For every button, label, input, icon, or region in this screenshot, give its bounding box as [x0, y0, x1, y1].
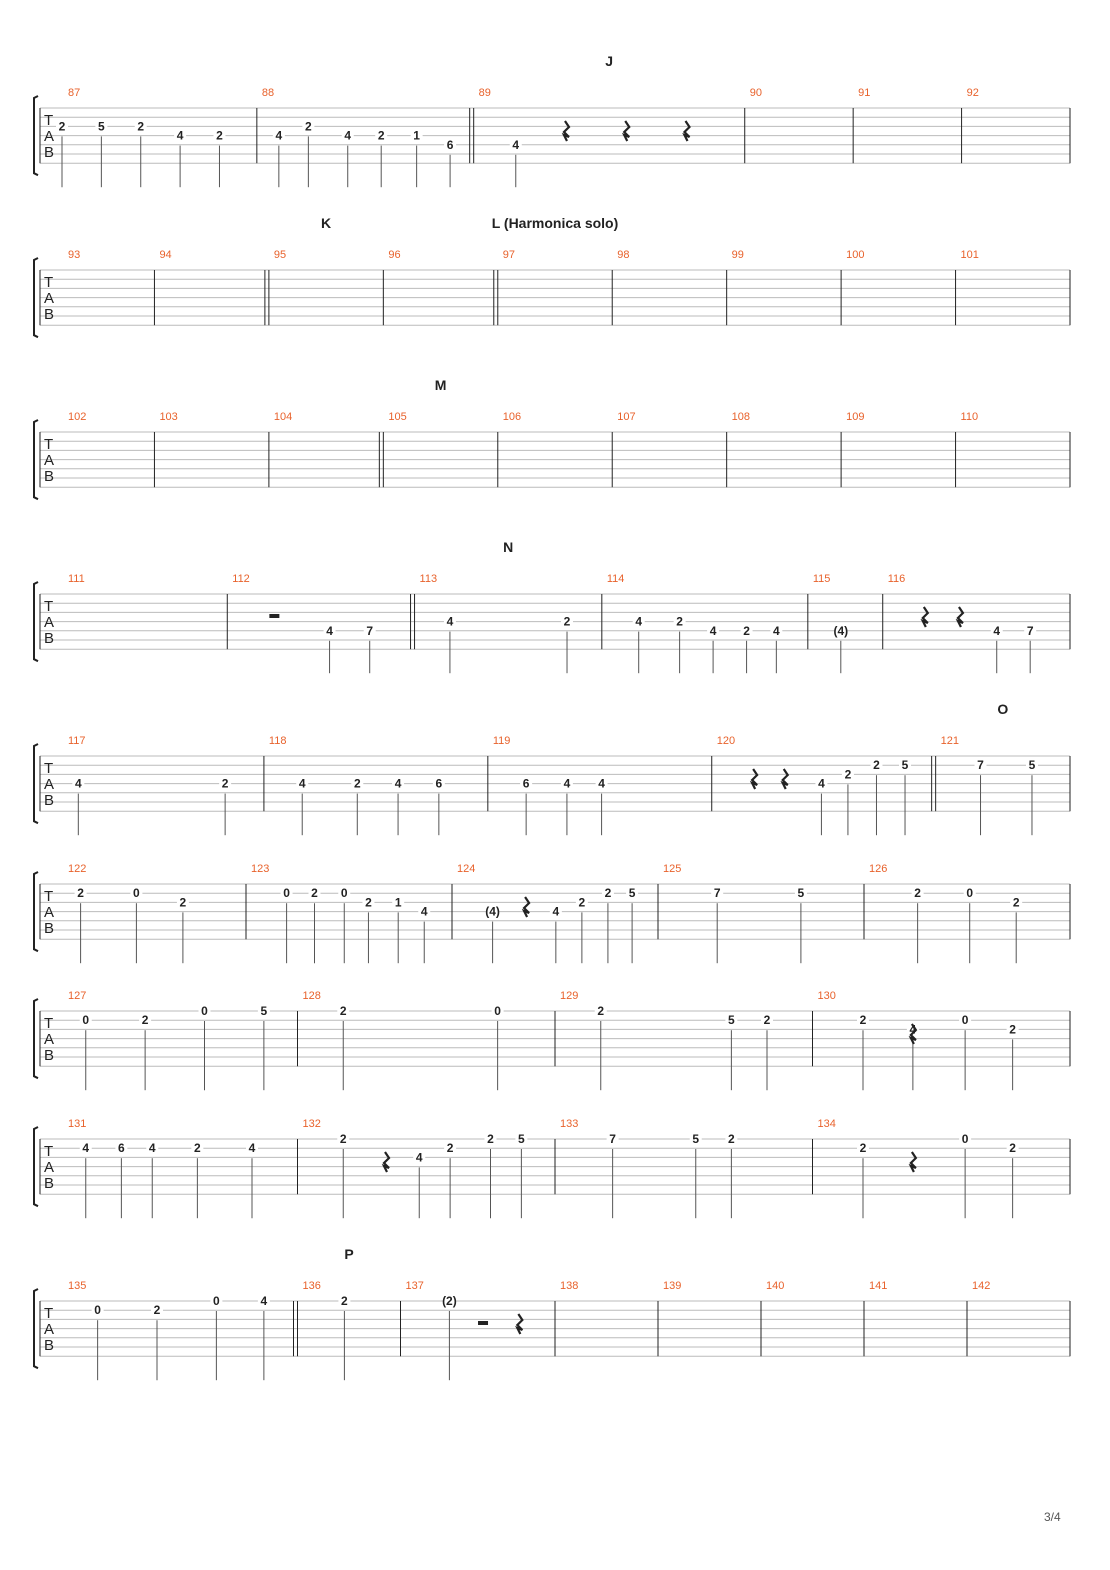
tab-clef-letter: T — [44, 888, 54, 905]
fret-number: 5 — [728, 1013, 735, 1028]
fret-number: 1 — [413, 128, 420, 143]
fret-number: 6 — [435, 776, 443, 791]
fret-number: (2) — [442, 1294, 457, 1308]
measure-number: 139 — [663, 1280, 682, 1292]
measure-number: 94 — [159, 249, 172, 261]
fret-number: 4 — [512, 137, 520, 152]
fret-number: 0 — [133, 886, 140, 901]
fret-number: 2 — [597, 1004, 605, 1018]
fret-number: 2 — [216, 128, 223, 143]
fret-number: 0 — [283, 886, 290, 901]
measure-number: 136 — [302, 1280, 321, 1292]
tab-clef-letter: T — [44, 1143, 54, 1160]
tab-clef-letter: B — [44, 1175, 55, 1192]
fret-number: 2 — [1009, 1022, 1016, 1037]
fret-number: 7 — [977, 758, 984, 773]
measure-number: 103 — [159, 411, 178, 423]
page-number: 3/4 — [1044, 1510, 1061, 1524]
tab-clef-letter: A — [44, 452, 55, 469]
tab-clef-letter: A — [44, 776, 55, 793]
fret-number: 4 — [909, 1022, 917, 1037]
fret-number: 6 — [446, 137, 454, 152]
measure-number: 97 — [502, 249, 516, 261]
fret-number: 6 — [118, 1141, 125, 1156]
tab-system — [34, 863, 1070, 963]
system-bracket — [34, 1127, 38, 1206]
tab-clef-letter: T — [44, 760, 54, 777]
measure-number: 122 — [68, 863, 87, 875]
fret-number: 2 — [58, 119, 66, 134]
tab-clef-letter: T — [44, 1015, 54, 1032]
fret-number: 7 — [609, 1132, 616, 1146]
system-bracket — [34, 1289, 38, 1368]
fret-number: 7 — [366, 623, 374, 638]
fret-number: 6 — [522, 776, 530, 791]
measure-number: 123 — [251, 863, 270, 875]
quarter-rest — [524, 897, 529, 917]
measure-number: 92 — [966, 87, 979, 99]
tab-clef-letter: A — [44, 1031, 55, 1048]
tab-clef-letter: A — [44, 1321, 55, 1338]
tab-clef-letter: B — [44, 144, 55, 161]
quarter-rest — [684, 121, 689, 141]
measure-number: 96 — [388, 249, 401, 261]
fret-number: 4 — [420, 904, 428, 919]
fret-number: 5 — [901, 758, 909, 773]
fret-number: 2 — [194, 1141, 201, 1156]
measure-number: 127 — [68, 990, 87, 1002]
fret-number: 4 — [635, 614, 643, 629]
fret-number: 2 — [141, 1013, 149, 1028]
quarter-rest — [384, 1152, 389, 1172]
fret-number: 4 — [82, 1141, 90, 1156]
tab-clef-letter: A — [44, 1159, 55, 1176]
fret-number: 4 — [298, 776, 306, 791]
fret-number: 5 — [518, 1132, 525, 1146]
measure-number: 128 — [302, 990, 321, 1002]
fret-number: 5 — [260, 1004, 268, 1018]
fret-number: 0 — [961, 1132, 969, 1146]
fret-number: 4 — [248, 1141, 256, 1156]
tab-clef-letter: A — [44, 290, 55, 307]
quarter-rest — [958, 607, 963, 627]
tab-clef-letter: A — [44, 904, 55, 921]
fret-number: 2 — [1009, 1141, 1016, 1156]
system-bracket — [34, 999, 38, 1078]
fret-number: 2 — [487, 1132, 494, 1146]
measure-number: 90 — [749, 87, 762, 99]
fret-number: 4 — [446, 614, 454, 629]
quarter-rest — [564, 121, 569, 141]
rehearsal-mark: J — [605, 53, 614, 69]
measure-number: 134 — [817, 1118, 836, 1130]
tab-system — [34, 1118, 1070, 1218]
tab-system — [34, 377, 1070, 499]
fret-number: 4 — [344, 128, 352, 143]
rehearsal-mark: K — [321, 215, 332, 231]
fret-number: 2 — [873, 758, 880, 773]
rehearsal-mark: L (Harmonica solo) — [491, 215, 619, 231]
measure-number: 105 — [388, 411, 407, 423]
tab-clef-letter: T — [44, 274, 54, 291]
fret-number: 2 — [377, 128, 385, 143]
fret-number: 2 — [339, 1004, 347, 1018]
fret-number: 5 — [692, 1132, 700, 1146]
fret-number: 4 — [598, 776, 605, 791]
measure-number: 130 — [817, 990, 836, 1002]
tab-system — [34, 215, 1070, 337]
fret-number: 2 — [914, 886, 921, 901]
rehearsal-mark: M — [434, 377, 447, 393]
measure-number: 115 — [812, 573, 831, 585]
measure-number: 114 — [606, 573, 625, 585]
tab-clef-letter: T — [44, 598, 54, 615]
measure-number: 106 — [502, 411, 522, 423]
system-bracket — [34, 582, 38, 661]
half-rest — [478, 1321, 488, 1325]
measure-number: 110 — [960, 411, 979, 423]
fret-number: 2 — [676, 614, 683, 629]
fret-number: (4) — [485, 904, 500, 919]
fret-number: 0 — [82, 1013, 90, 1028]
fret-number: 0 — [94, 1303, 101, 1318]
measure-number: 118 — [268, 735, 287, 747]
measure-number: 107 — [617, 411, 636, 423]
measure-number: 91 — [858, 87, 871, 99]
fret-number: 2 — [743, 623, 750, 638]
tab-system — [34, 990, 1070, 1090]
fret-number: 5 — [98, 119, 105, 134]
rehearsal-mark: N — [503, 539, 514, 555]
fret-number: 2 — [844, 767, 852, 782]
measure-number: 101 — [960, 249, 979, 261]
measure-number: 138 — [560, 1280, 579, 1292]
tab-system — [34, 539, 1070, 673]
fret-number: 2 — [77, 886, 84, 901]
quarter-rest — [923, 607, 928, 627]
fret-number: 2 — [353, 776, 361, 791]
measure-number: 137 — [405, 1280, 424, 1292]
fret-number: 4 — [415, 1150, 423, 1165]
tab-clef-letter: B — [44, 306, 55, 323]
fret-number: 7 — [713, 886, 721, 901]
measure-number: 89 — [478, 87, 491, 99]
tab-clef-letter: B — [44, 468, 55, 485]
measure-number: 124 — [457, 863, 476, 875]
tab-clef-letter: B — [44, 792, 55, 809]
fret-number: 2 — [137, 119, 145, 134]
measure-number: 111 — [68, 573, 85, 585]
measure-number: 131 — [68, 1118, 87, 1130]
system-bracket — [34, 258, 38, 337]
fret-number: 2 — [311, 886, 318, 901]
fret-number: 2 — [563, 614, 571, 629]
rehearsal-mark: P — [344, 1246, 354, 1262]
measure-number: 121 — [940, 735, 960, 747]
fret-number: 2 — [305, 119, 312, 134]
rehearsal-mark: O — [997, 701, 1009, 717]
system-bracket — [34, 96, 38, 175]
fret-number: 4 — [326, 623, 333, 638]
fret-number: 0 — [340, 886, 348, 901]
tab-clef-letter: A — [44, 128, 55, 145]
tab-clef-letter: A — [44, 614, 55, 631]
measure-number: 129 — [560, 990, 579, 1002]
fret-number: 4 — [148, 1141, 156, 1156]
measure-number: 104 — [273, 411, 293, 423]
fret-number: 4 — [260, 1294, 268, 1308]
fret-number: 5 — [1028, 758, 1036, 773]
tab-system — [34, 53, 1070, 187]
fret-number: 4 — [552, 904, 560, 919]
system-bracket — [34, 872, 38, 951]
tab-clef-letter: B — [44, 1337, 55, 1354]
fret-number: 0 — [201, 1004, 208, 1018]
quarter-rest — [624, 121, 629, 141]
quarter-rest — [911, 1152, 916, 1172]
fret-number: 0 — [213, 1294, 220, 1308]
measure-number: 125 — [663, 863, 682, 875]
measure-number: 132 — [302, 1118, 321, 1130]
measure-number: 140 — [766, 1280, 785, 1292]
measure-number: 98 — [617, 249, 630, 261]
fret-number: 0 — [961, 1013, 969, 1028]
fret-number: 4 — [563, 776, 571, 791]
fret-number: 4 — [275, 128, 283, 143]
fret-number: 4 — [993, 623, 1001, 638]
measure-number: 135 — [68, 1280, 87, 1292]
fret-number: 2 — [859, 1141, 867, 1156]
measure-number: 119 — [492, 735, 511, 747]
fret-number: 2 — [179, 895, 187, 910]
fret-number: 4 — [772, 623, 780, 638]
fret-number: 4 — [394, 776, 402, 791]
tab-system — [34, 1246, 1070, 1380]
measure-number: 100 — [846, 249, 865, 261]
fret-number: 2 — [728, 1132, 735, 1146]
tab-clef-letter: T — [44, 112, 54, 129]
measure-number: 141 — [869, 1280, 888, 1292]
measure-number: 116 — [887, 573, 906, 585]
measure-number: 87 — [68, 87, 81, 99]
fret-number: 2 — [859, 1013, 867, 1028]
fret-number: 2 — [1012, 895, 1020, 910]
measure-number: 102 — [68, 411, 87, 423]
measure-number: 117 — [68, 735, 86, 747]
measure-number: 99 — [731, 249, 744, 261]
tab-clef-letter: T — [44, 436, 54, 453]
fret-number: 5 — [628, 886, 636, 901]
tab-clef-letter: T — [44, 1305, 54, 1322]
measure-number: 142 — [972, 1280, 991, 1292]
fret-number: 2 — [339, 1132, 347, 1146]
system-bracket — [34, 744, 38, 823]
fret-number: 2 — [604, 886, 612, 901]
fret-number: 2 — [365, 895, 372, 910]
fret-number: 5 — [797, 886, 805, 901]
system-bracket — [34, 420, 38, 499]
tab-clef-letter: B — [44, 630, 55, 647]
fret-number: 2 — [763, 1013, 771, 1028]
fret-number: 2 — [446, 1141, 454, 1156]
fret-number: 2 — [153, 1303, 161, 1318]
tab-clef-letter: B — [44, 920, 55, 937]
quarter-rest — [517, 1314, 522, 1334]
measure-number: 133 — [560, 1118, 579, 1130]
measure-number: 93 — [68, 249, 81, 261]
measure-number: 126 — [869, 863, 888, 875]
quarter-rest — [752, 769, 757, 789]
fret-number: (4) — [833, 623, 849, 638]
fret-number: 4 — [176, 128, 184, 143]
measure-number: 113 — [419, 573, 438, 585]
measure-number: 109 — [846, 411, 865, 423]
tab-clef-letter: B — [44, 1047, 55, 1064]
quarter-rest — [783, 769, 788, 789]
measure-number: 95 — [273, 249, 287, 261]
measure-number: 112 — [232, 573, 250, 585]
measure-number: 108 — [731, 411, 751, 423]
fret-number: 4 — [818, 776, 825, 791]
fret-number: 4 — [709, 623, 717, 638]
half-rest — [269, 614, 279, 618]
fret-number: 7 — [1026, 623, 1034, 638]
fret-number: 1 — [394, 895, 402, 910]
fret-number: 2 — [221, 776, 229, 791]
fret-number: 4 — [74, 776, 82, 791]
measure-number: 120 — [716, 735, 736, 747]
measure-number: 88 — [261, 87, 275, 99]
fret-number: 0 — [494, 1004, 501, 1018]
fret-number: 0 — [966, 886, 974, 901]
fret-number: 2 — [341, 1294, 348, 1308]
tab-system — [34, 701, 1070, 835]
fret-number: 2 — [578, 895, 586, 910]
